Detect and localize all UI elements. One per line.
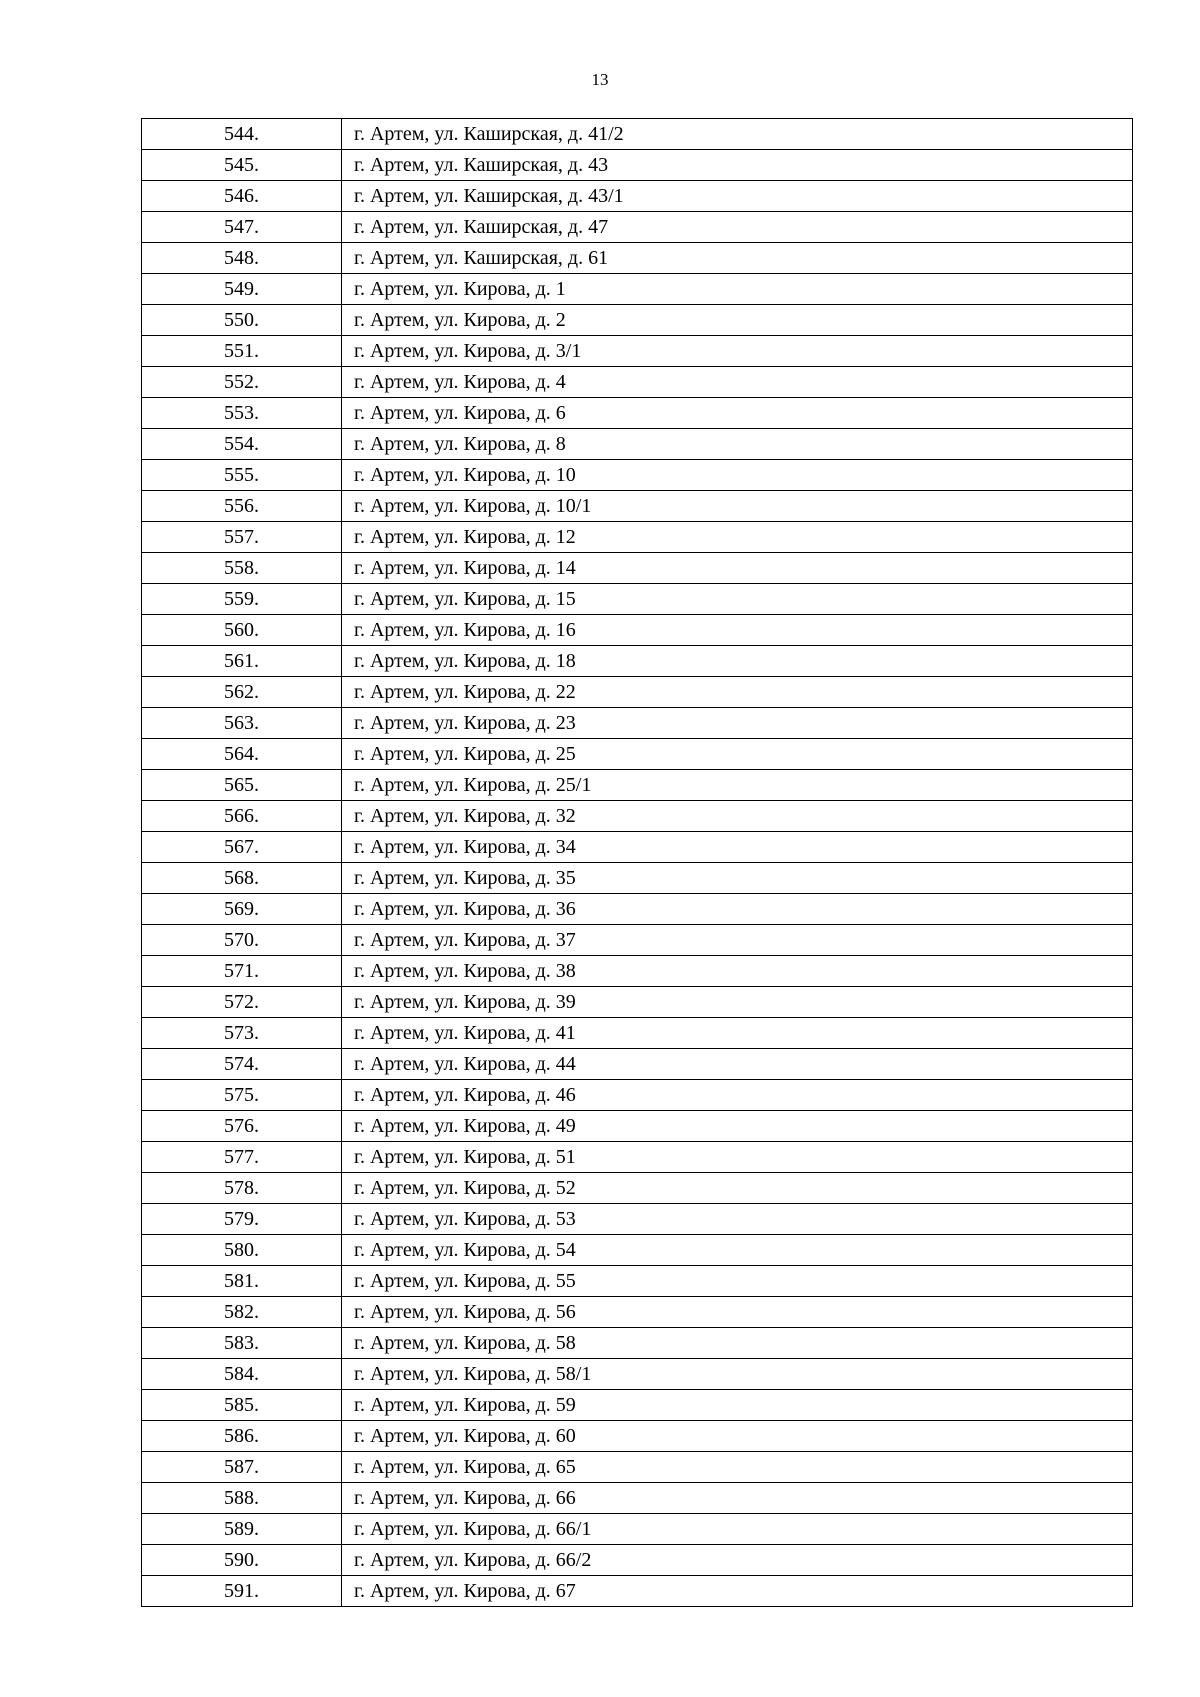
address-cell: г. Артем, ул. Кирова, д. 58 (342, 1328, 1133, 1359)
address-cell: г. Артем, ул. Кирова, д. 54 (342, 1235, 1133, 1266)
address-cell: г. Артем, ул. Кирова, д. 23 (342, 708, 1133, 739)
address-cell: г. Артем, ул. Кирова, д. 25 (342, 739, 1133, 770)
address-cell: г. Артем, ул. Кирова, д. 8 (342, 429, 1133, 460)
table-row (142, 305, 1133, 336)
table-row (142, 367, 1133, 398)
row-number-cell: 569. (142, 894, 342, 925)
table-row (142, 274, 1133, 305)
row-number-cell: 575. (142, 1080, 342, 1111)
table-row (142, 1545, 1133, 1576)
row-number-cell: 586. (142, 1421, 342, 1452)
table-row (142, 1452, 1133, 1483)
address-cell: г. Артем, ул. Кирова, д. 55 (342, 1266, 1133, 1297)
row-number-cell: 548. (142, 243, 342, 274)
address-cell: г. Артем, ул. Кирова, д. 66/2 (342, 1545, 1133, 1576)
row-number-cell: 568. (142, 863, 342, 894)
row-number-cell: 582. (142, 1297, 342, 1328)
row-number-cell: 564. (142, 739, 342, 770)
table-row (142, 1204, 1133, 1235)
address-cell: г. Артем, ул. Кирова, д. 2 (342, 305, 1133, 336)
row-number-cell: 559. (142, 584, 342, 615)
row-number-cell: 587. (142, 1452, 342, 1483)
row-number-cell: 550. (142, 305, 342, 336)
table-row (142, 1576, 1133, 1607)
table-row (142, 1483, 1133, 1514)
row-number-cell: 556. (142, 491, 342, 522)
row-number-cell: 581. (142, 1266, 342, 1297)
table-row (142, 150, 1133, 181)
row-number-cell: 558. (142, 553, 342, 584)
address-cell: г. Артем, ул. Кирова, д. 32 (342, 801, 1133, 832)
table-row (142, 212, 1133, 243)
row-number-cell: 553. (142, 398, 342, 429)
address-cell: г. Артем, ул. Каширская, д. 61 (342, 243, 1133, 274)
address-cell: г. Артем, ул. Кирова, д. 15 (342, 584, 1133, 615)
address-cell: г. Артем, ул. Кирова, д. 34 (342, 832, 1133, 863)
table-row (142, 1235, 1133, 1266)
address-cell: г. Артем, ул. Кирова, д. 56 (342, 1297, 1133, 1328)
table-row (142, 677, 1133, 708)
row-number-cell: 552. (142, 367, 342, 398)
table-row (142, 1390, 1133, 1421)
row-number-cell: 549. (142, 274, 342, 305)
address-cell: г. Артем, ул. Каширская, д. 47 (342, 212, 1133, 243)
address-cell: г. Артем, ул. Кирова, д. 66 (342, 1483, 1133, 1514)
table-row (142, 708, 1133, 739)
address-cell: г. Артем, ул. Кирова, д. 38 (342, 956, 1133, 987)
table-row (142, 1297, 1133, 1328)
table-row (142, 1359, 1133, 1390)
table-row (142, 398, 1133, 429)
address-cell: г. Артем, ул. Кирова, д. 25/1 (342, 770, 1133, 801)
table-row (142, 1328, 1133, 1359)
row-number-cell: 563. (142, 708, 342, 739)
row-number-cell: 561. (142, 646, 342, 677)
table-row (142, 1111, 1133, 1142)
address-cell: г. Артем, ул. Каширская, д. 43 (342, 150, 1133, 181)
address-cell: г. Артем, ул. Кирова, д. 59 (342, 1390, 1133, 1421)
address-table-body (142, 119, 1133, 1607)
row-number-cell: 560. (142, 615, 342, 646)
address-cell: г. Артем, ул. Кирова, д. 53 (342, 1204, 1133, 1235)
row-number-cell: 567. (142, 832, 342, 863)
address-cell: г. Артем, ул. Кирова, д. 10/1 (342, 491, 1133, 522)
row-number-cell: 584. (142, 1359, 342, 1390)
table-row (142, 460, 1133, 491)
address-cell: г. Артем, ул. Каширская, д. 43/1 (342, 181, 1133, 212)
address-cell: г. Артем, ул. Кирова, д. 1 (342, 274, 1133, 305)
row-number-cell: 577. (142, 1142, 342, 1173)
row-number-cell: 591. (142, 1576, 342, 1607)
table-row (142, 832, 1133, 863)
address-cell: г. Артем, ул. Кирова, д. 58/1 (342, 1359, 1133, 1390)
address-cell: г. Артем, ул. Кирова, д. 37 (342, 925, 1133, 956)
row-number-cell: 557. (142, 522, 342, 553)
address-cell: г. Артем, ул. Кирова, д. 35 (342, 863, 1133, 894)
table-row (142, 336, 1133, 367)
table-row (142, 553, 1133, 584)
table-row (142, 429, 1133, 460)
address-cell: г. Артем, ул. Кирова, д. 4 (342, 367, 1133, 398)
address-cell: г. Артем, ул. Кирова, д. 39 (342, 987, 1133, 1018)
table-row (142, 894, 1133, 925)
table-row (142, 243, 1133, 274)
row-number-cell: 544. (142, 119, 342, 150)
table-row (142, 1173, 1133, 1204)
address-cell: г. Артем, ул. Кирова, д. 52 (342, 1173, 1133, 1204)
address-cell: г. Артем, ул. Кирова, д. 3/1 (342, 336, 1133, 367)
address-cell: г. Артем, ул. Кирова, д. 51 (342, 1142, 1133, 1173)
row-number-cell: 583. (142, 1328, 342, 1359)
row-number-cell: 573. (142, 1018, 342, 1049)
address-cell: г. Артем, ул. Кирова, д. 49 (342, 1111, 1133, 1142)
table-row (142, 801, 1133, 832)
row-number-cell: 572. (142, 987, 342, 1018)
row-number-cell: 566. (142, 801, 342, 832)
row-number-cell: 576. (142, 1111, 342, 1142)
address-cell: г. Артем, ул. Кирова, д. 16 (342, 615, 1133, 646)
table-row (142, 925, 1133, 956)
table-row (142, 615, 1133, 646)
address-cell: г. Артем, ул. Кирова, д. 46 (342, 1080, 1133, 1111)
address-cell: г. Артем, ул. Кирова, д. 6 (342, 398, 1133, 429)
table-row (142, 1018, 1133, 1049)
address-cell: г. Артем, ул. Кирова, д. 36 (342, 894, 1133, 925)
table-row (142, 181, 1133, 212)
address-cell: г. Артем, ул. Кирова, д. 65 (342, 1452, 1133, 1483)
table-row (142, 1266, 1133, 1297)
row-number-cell: 588. (142, 1483, 342, 1514)
address-cell: г. Артем, ул. Кирова, д. 10 (342, 460, 1133, 491)
page-number: 13 (591, 70, 609, 89)
row-number-cell: 585. (142, 1390, 342, 1421)
row-number-cell: 546. (142, 181, 342, 212)
table-row (142, 863, 1133, 894)
address-cell: г. Артем, ул. Кирова, д. 60 (342, 1421, 1133, 1452)
address-cell: г. Артем, ул. Кирова, д. 18 (342, 646, 1133, 677)
table-row (142, 1514, 1133, 1545)
address-cell: г. Артем, ул. Кирова, д. 12 (342, 522, 1133, 553)
row-number-cell: 578. (142, 1173, 342, 1204)
table-row (142, 1142, 1133, 1173)
address-cell: г. Артем, ул. Каширская, д. 41/2 (342, 119, 1133, 150)
address-cell: г. Артем, ул. Кирова, д. 41 (342, 1018, 1133, 1049)
row-number-cell: 547. (142, 212, 342, 243)
table-row (142, 739, 1133, 770)
row-number-cell: 562. (142, 677, 342, 708)
address-table (141, 118, 1133, 1607)
table-row (142, 956, 1133, 987)
row-number-cell: 551. (142, 336, 342, 367)
address-cell: г. Артем, ул. Кирова, д. 66/1 (342, 1514, 1133, 1545)
table-row (142, 770, 1133, 801)
row-number-cell: 580. (142, 1235, 342, 1266)
row-number-cell: 565. (142, 770, 342, 801)
row-number-cell: 574. (142, 1049, 342, 1080)
table-row (142, 1421, 1133, 1452)
table-row (142, 646, 1133, 677)
row-number-cell: 589. (142, 1514, 342, 1545)
row-number-cell: 571. (142, 956, 342, 987)
row-number-cell: 545. (142, 150, 342, 181)
address-cell: г. Артем, ул. Кирова, д. 67 (342, 1576, 1133, 1607)
table-row (142, 987, 1133, 1018)
address-cell: г. Артем, ул. Кирова, д. 14 (342, 553, 1133, 584)
row-number-cell: 590. (142, 1545, 342, 1576)
table-row (142, 119, 1133, 150)
address-cell: г. Артем, ул. Кирова, д. 22 (342, 677, 1133, 708)
table-row (142, 522, 1133, 553)
table-row (142, 1049, 1133, 1080)
row-number-cell: 570. (142, 925, 342, 956)
row-number-cell: 555. (142, 460, 342, 491)
table-row (142, 491, 1133, 522)
row-number-cell: 579. (142, 1204, 342, 1235)
table-row (142, 584, 1133, 615)
address-cell: г. Артем, ул. Кирова, д. 44 (342, 1049, 1133, 1080)
table-row (142, 1080, 1133, 1111)
row-number-cell: 554. (142, 429, 342, 460)
